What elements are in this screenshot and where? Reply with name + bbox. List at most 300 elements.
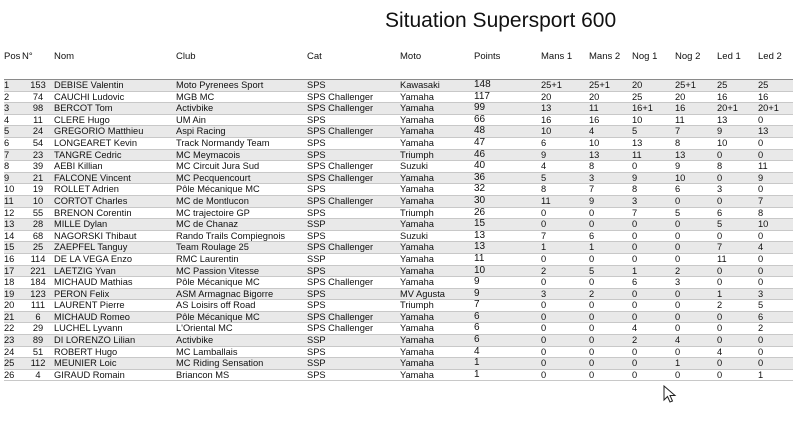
cell-num: 23 [22, 149, 54, 161]
table-row [0, 253, 800, 265]
table-row [0, 358, 800, 370]
cell-moto: Yamaha [400, 242, 474, 254]
table-row [0, 126, 800, 138]
cell-pos: 9 [4, 172, 22, 184]
cell-led2: 0 [758, 114, 793, 126]
cell-led2: 9 [758, 172, 793, 184]
cell-pos: 15 [4, 242, 22, 254]
table-row [0, 369, 800, 381]
table-row [0, 288, 800, 300]
cell-mans1: 25+1 [541, 80, 589, 92]
cell-led2: 10 [758, 219, 793, 231]
cell-nom: LONGEARET Kevin [54, 137, 176, 149]
cell-club: AS Loisirs off Road [176, 300, 307, 312]
table-row [0, 114, 800, 126]
cell-mans1: 2 [541, 265, 589, 277]
cell-points: 148 [474, 80, 541, 92]
cell-moto: Yamaha [400, 358, 474, 370]
cell-cat: SPS [307, 369, 400, 381]
cell-led2: 7 [758, 195, 793, 207]
cell-num: 111 [22, 300, 54, 312]
cell-nog1: 0 [632, 242, 675, 254]
cell-led1: 10 [717, 137, 758, 149]
table-row [0, 311, 800, 323]
cell-mans2: 0 [589, 369, 632, 381]
cell-mans1: 0 [541, 207, 589, 219]
cell-club: Team Roulage 25 [176, 242, 307, 254]
table-row [0, 195, 800, 207]
cell-mans1: 0 [541, 335, 589, 347]
cell-mans1: 4 [541, 161, 589, 173]
cell-mans1: 0 [541, 346, 589, 358]
cell-num: 74 [22, 91, 54, 103]
cell-led2: 6 [758, 311, 793, 323]
cell-pos: 4 [4, 114, 22, 126]
col-header-pos: Pos [4, 50, 21, 62]
cell-nom: ROBERT Hugo [54, 346, 176, 358]
cell-nog1: 16+1 [632, 103, 675, 115]
cell-moto: Suzuki [400, 161, 474, 173]
table-row [0, 277, 800, 289]
cell-nog2: 4 [675, 335, 717, 347]
cell-mans2: 3 [589, 172, 632, 184]
cell-led2: 0 [758, 137, 793, 149]
cell-points: 9 [474, 288, 541, 300]
col-header-mans1: Mans 1 [541, 50, 573, 62]
cell-nog1: 25 [632, 91, 675, 103]
cell-led2: 0 [758, 335, 793, 347]
cell-pos: 10 [4, 184, 22, 196]
cell-led1: 8 [717, 161, 758, 173]
cell-pos: 20 [4, 300, 22, 312]
cell-pos: 25 [4, 358, 22, 370]
cell-led1: 5 [717, 219, 758, 231]
cell-num: 6 [22, 311, 54, 323]
cell-club: Activbike [176, 103, 307, 115]
cell-pos: 22 [4, 323, 22, 335]
cell-club: MC Pecquencourt [176, 172, 307, 184]
cell-mans2: 0 [589, 358, 632, 370]
cell-mans2: 0 [589, 253, 632, 265]
cell-pos: 19 [4, 288, 22, 300]
cell-led1: 0 [717, 149, 758, 161]
cell-pos: 5 [4, 126, 22, 138]
cell-nom: ROLLET Adrien [54, 184, 176, 196]
cell-num: 54 [22, 137, 54, 149]
cell-moto: MV Agusta [400, 288, 474, 300]
cell-num: 51 [22, 346, 54, 358]
header-separator [0, 64, 800, 80]
cell-points: 32 [474, 184, 541, 196]
cell-mans2: 0 [589, 219, 632, 231]
table-row [0, 172, 800, 184]
cell-points: 30 [474, 195, 541, 207]
cell-pos: 26 [4, 369, 22, 381]
cell-club: Aspi Racing [176, 126, 307, 138]
cell-led1: 0 [717, 265, 758, 277]
table-row [0, 242, 800, 254]
cell-cat: SPS Challenger [307, 172, 400, 184]
cell-cat: SPS [307, 288, 400, 300]
cell-cat: SPS [307, 137, 400, 149]
cell-pos: 24 [4, 346, 22, 358]
cell-mans2: 4 [589, 126, 632, 138]
cell-mans1: 5 [541, 172, 589, 184]
cell-moto: Yamaha [400, 126, 474, 138]
cell-points: 99 [474, 103, 541, 115]
cell-points: 13 [474, 230, 541, 242]
cell-nom: ZAEPFEL Tanguy [54, 242, 176, 254]
col-header-nog1: Nog 1 [632, 50, 658, 62]
cell-moto: Yamaha [400, 184, 474, 196]
table-row [0, 207, 800, 219]
cell-cat: SPS Challenger [307, 126, 400, 138]
cell-cat: SSP [307, 335, 400, 347]
cell-num: 123 [22, 288, 54, 300]
cell-mans1: 13 [541, 103, 589, 115]
table-row [0, 184, 800, 196]
cell-club: MC Meymacois [176, 149, 307, 161]
cell-led2: 0 [758, 230, 793, 242]
cell-moto: Yamaha [400, 369, 474, 381]
cell-points: 6 [474, 311, 541, 323]
cell-num: 21 [22, 172, 54, 184]
cell-nog1: 7 [632, 207, 675, 219]
cell-mans1: 6 [541, 137, 589, 149]
cell-cat: SPS Challenger [307, 161, 400, 173]
cell-mans2: 0 [589, 323, 632, 335]
cell-club: Activbike [176, 335, 307, 347]
cell-pos: 16 [4, 253, 22, 265]
cell-points: 66 [474, 114, 541, 126]
cell-club: L'Oriental MC [176, 323, 307, 335]
cell-mans1: 9 [541, 149, 589, 161]
cell-moto: Yamaha [400, 195, 474, 207]
cell-nom: BRENON Corentin [54, 207, 176, 219]
cell-led2: 13 [758, 126, 793, 138]
cell-pos: 21 [4, 311, 22, 323]
cell-led1: 3 [717, 184, 758, 196]
cell-mans2: 0 [589, 311, 632, 323]
cell-nog1: 11 [632, 149, 675, 161]
cell-mans2: 6 [589, 230, 632, 242]
cell-club: MC trajectoire GP [176, 207, 307, 219]
cell-points: 6 [474, 335, 541, 347]
cell-mans2: 0 [589, 335, 632, 347]
cell-nom: CLERE Hugo [54, 114, 176, 126]
cell-nog2: 11 [675, 114, 717, 126]
cell-led1: 16 [717, 91, 758, 103]
cell-points: 46 [474, 149, 541, 161]
table-row [0, 230, 800, 242]
cell-led1: 0 [717, 358, 758, 370]
cell-points: 1 [474, 369, 541, 381]
cell-mans1: 0 [541, 277, 589, 289]
col-header-led2: Led 2 [758, 50, 782, 62]
cell-nog2: 6 [675, 184, 717, 196]
cell-cat: SSP [307, 358, 400, 370]
cell-num: 24 [22, 126, 54, 138]
cell-nog2: 2 [675, 265, 717, 277]
cell-moto: Yamaha [400, 335, 474, 347]
cell-mans2: 0 [589, 346, 632, 358]
cell-nom: CAUCHI Ludovic [54, 91, 176, 103]
cell-nog2: 5 [675, 207, 717, 219]
col-header-nog2: Nog 2 [675, 50, 701, 62]
cell-moto: Yamaha [400, 311, 474, 323]
cell-moto: Yamaha [400, 103, 474, 115]
cell-led2: 3 [758, 288, 793, 300]
cell-points: 1 [474, 358, 541, 370]
cell-moto: Yamaha [400, 265, 474, 277]
cell-nom: FALCONE Vincent [54, 172, 176, 184]
cell-points: 6 [474, 323, 541, 335]
cell-nog2: 1 [675, 358, 717, 370]
cell-mans2: 11 [589, 103, 632, 115]
cell-pos: 13 [4, 219, 22, 231]
standings-table [0, 50, 800, 381]
table-row [0, 346, 800, 358]
cell-nog2: 0 [675, 300, 717, 312]
cell-num: 184 [22, 277, 54, 289]
cell-points: 36 [474, 172, 541, 184]
cell-nog1: 2 [632, 335, 675, 347]
cell-mans2: 20 [589, 91, 632, 103]
cell-moto: Triumph [400, 207, 474, 219]
table-row [0, 149, 800, 161]
cell-pos: 18 [4, 277, 22, 289]
cell-cat: SPS Challenger [307, 277, 400, 289]
cell-club: Pôle Mécanique MC [176, 277, 307, 289]
cell-nog1: 0 [632, 311, 675, 323]
cell-mans2: 0 [589, 207, 632, 219]
cell-led2: 0 [758, 358, 793, 370]
cell-nog2: 7 [675, 126, 717, 138]
cell-mans1: 0 [541, 358, 589, 370]
cell-cat: SSP [307, 253, 400, 265]
cell-club: MGB MC [176, 91, 307, 103]
cell-num: 29 [22, 323, 54, 335]
cell-pos: 17 [4, 265, 22, 277]
cell-num: 19 [22, 184, 54, 196]
table-row [0, 91, 800, 103]
col-header-nom: Nom [54, 50, 75, 62]
cell-nom: TANGRE Cedric [54, 149, 176, 161]
cell-nog1: 3 [632, 195, 675, 207]
cell-led1: 0 [717, 172, 758, 184]
cell-nom: MEUNIER Loic [54, 358, 176, 370]
cell-points: 117 [474, 91, 541, 103]
cell-led1: 6 [717, 207, 758, 219]
cell-points: 10 [474, 265, 541, 277]
cell-nom: MICHAUD Romeo [54, 311, 176, 323]
cell-nom: NAGORSKI Thibaut [54, 230, 176, 242]
cell-pos: 3 [4, 103, 22, 115]
cell-led2: 4 [758, 242, 793, 254]
cell-cat: SPS [307, 346, 400, 358]
cell-nog2: 0 [675, 369, 717, 381]
cell-mans2: 10 [589, 137, 632, 149]
cell-nom: LAETZIG Yvan [54, 265, 176, 277]
cell-club: RMC Laurentin [176, 253, 307, 265]
cell-mans1: 0 [541, 219, 589, 231]
cell-num: 112 [22, 358, 54, 370]
cell-cat: SPS [307, 300, 400, 312]
cell-mans1: 0 [541, 323, 589, 335]
cell-led1: 0 [717, 323, 758, 335]
cell-cat: SPS [307, 80, 400, 92]
cell-led1: 9 [717, 126, 758, 138]
cell-led1: 13 [717, 114, 758, 126]
cell-num: 10 [22, 195, 54, 207]
cell-club: Rando Trails Compiegnois [176, 230, 307, 242]
cell-club: Briancon MS [176, 369, 307, 381]
cell-mans1: 0 [541, 311, 589, 323]
cell-nog1: 5 [632, 126, 675, 138]
table-header-row [0, 50, 800, 64]
cell-points: 40 [474, 161, 541, 173]
cell-cat: SPS [307, 149, 400, 161]
cell-led1: 11 [717, 253, 758, 265]
cell-points: 15 [474, 219, 541, 231]
cell-club: Pôle Mécanique MC [176, 184, 307, 196]
cell-nom: PERON Felix [54, 288, 176, 300]
cell-nog2: 0 [675, 242, 717, 254]
cell-nom: MILLE Dylan [54, 219, 176, 231]
cell-nog2: 13 [675, 149, 717, 161]
mouse-pointer-icon [663, 385, 677, 403]
cell-nom: DE LA VEGA Enzo [54, 253, 176, 265]
cell-club: UM Ain [176, 114, 307, 126]
cell-cat: SPS Challenger [307, 103, 400, 115]
cell-num: 114 [22, 253, 54, 265]
col-header-num: N° [22, 50, 33, 62]
cell-led1: 7 [717, 242, 758, 254]
cell-nog2: 0 [675, 253, 717, 265]
cell-led2: 0 [758, 184, 793, 196]
standings-body [0, 80, 800, 381]
cell-club: MC Circuit Jura Sud [176, 161, 307, 173]
cell-nog1: 9 [632, 172, 675, 184]
cell-mans2: 7 [589, 184, 632, 196]
table-row [0, 103, 800, 115]
cell-num: 221 [22, 265, 54, 277]
cell-led1: 4 [717, 346, 758, 358]
cell-mans1: 0 [541, 253, 589, 265]
cell-num: 98 [22, 103, 54, 115]
cell-moto: Yamaha [400, 114, 474, 126]
cell-mans1: 7 [541, 230, 589, 242]
cell-club: Pôle Mécanique MC [176, 311, 307, 323]
cell-led2: 16 [758, 91, 793, 103]
cell-pos: 8 [4, 161, 22, 173]
cell-pos: 12 [4, 207, 22, 219]
cell-moto: Yamaha [400, 91, 474, 103]
cell-nom: LUCHEL Lyvann [54, 323, 176, 335]
cell-moto: Suzuki [400, 230, 474, 242]
cell-cat: SPS Challenger [307, 311, 400, 323]
cell-led1: 0 [717, 195, 758, 207]
cell-points: 26 [474, 207, 541, 219]
cell-mans1: 16 [541, 114, 589, 126]
cell-nog2: 0 [675, 230, 717, 242]
cell-pos: 6 [4, 137, 22, 149]
cell-mans1: 0 [541, 300, 589, 312]
cell-pos: 11 [4, 195, 22, 207]
col-header-moto: Moto [400, 50, 422, 62]
cell-nog1: 0 [632, 288, 675, 300]
cell-nog1: 13 [632, 137, 675, 149]
cell-club: Moto Pyrenees Sport [176, 80, 307, 92]
cell-num: 89 [22, 335, 54, 347]
cell-points: 7 [474, 300, 541, 312]
cell-num: 153 [22, 80, 54, 92]
cell-cat: SPS [307, 184, 400, 196]
cell-led2: 11 [758, 161, 793, 173]
col-header-led1: Led 1 [717, 50, 741, 62]
cell-led1: 0 [717, 277, 758, 289]
cell-moto: Yamaha [400, 137, 474, 149]
cell-nom: MICHAUD Mathias [54, 277, 176, 289]
cell-num: 55 [22, 207, 54, 219]
cell-nom: GIRAUD Romain [54, 369, 176, 381]
cell-pos: 7 [4, 149, 22, 161]
cell-pos: 2 [4, 91, 22, 103]
cell-cat: SPS Challenger [307, 323, 400, 335]
cell-led2: 8 [758, 207, 793, 219]
cell-nog2: 10 [675, 172, 717, 184]
cell-mans2: 0 [589, 300, 632, 312]
table-row [0, 80, 800, 92]
cell-moto: Yamaha [400, 219, 474, 231]
cell-mans1: 1 [541, 242, 589, 254]
cell-points: 13 [474, 242, 541, 254]
cell-led2: 1 [758, 369, 793, 381]
cell-led2: 0 [758, 346, 793, 358]
cell-num: 28 [22, 219, 54, 231]
cell-led2: 0 [758, 277, 793, 289]
cell-num: 25 [22, 242, 54, 254]
cell-cat: SPS [307, 265, 400, 277]
col-header-mans2: Mans 2 [589, 50, 621, 62]
cell-moto: Triumph [400, 300, 474, 312]
cell-led1: 0 [717, 369, 758, 381]
col-header-points: Points [474, 50, 501, 62]
cell-nom: CORTOT Charles [54, 195, 176, 207]
cell-led1: 0 [717, 311, 758, 323]
cell-nog1: 0 [632, 253, 675, 265]
cell-mans1: 10 [541, 126, 589, 138]
cell-mans2: 5 [589, 265, 632, 277]
cell-moto: Triumph [400, 149, 474, 161]
cell-club: ASM Armagnac Bigorre [176, 288, 307, 300]
cell-pos: 23 [4, 335, 22, 347]
cell-cat: SPS [307, 114, 400, 126]
cell-nog1: 1 [632, 265, 675, 277]
cell-cat: SPS [307, 207, 400, 219]
cell-led1: 2 [717, 300, 758, 312]
cell-mans2: 13 [589, 149, 632, 161]
cell-mans2: 9 [589, 195, 632, 207]
table-row [0, 219, 800, 231]
cell-nom: LAURENT Pierre [54, 300, 176, 312]
cell-nog1: 0 [632, 346, 675, 358]
cell-cat: SSP [307, 219, 400, 231]
cell-cat: SPS Challenger [307, 195, 400, 207]
cell-club: MC Lamballais [176, 346, 307, 358]
cell-moto: Yamaha [400, 346, 474, 358]
cell-led2: 0 [758, 149, 793, 161]
